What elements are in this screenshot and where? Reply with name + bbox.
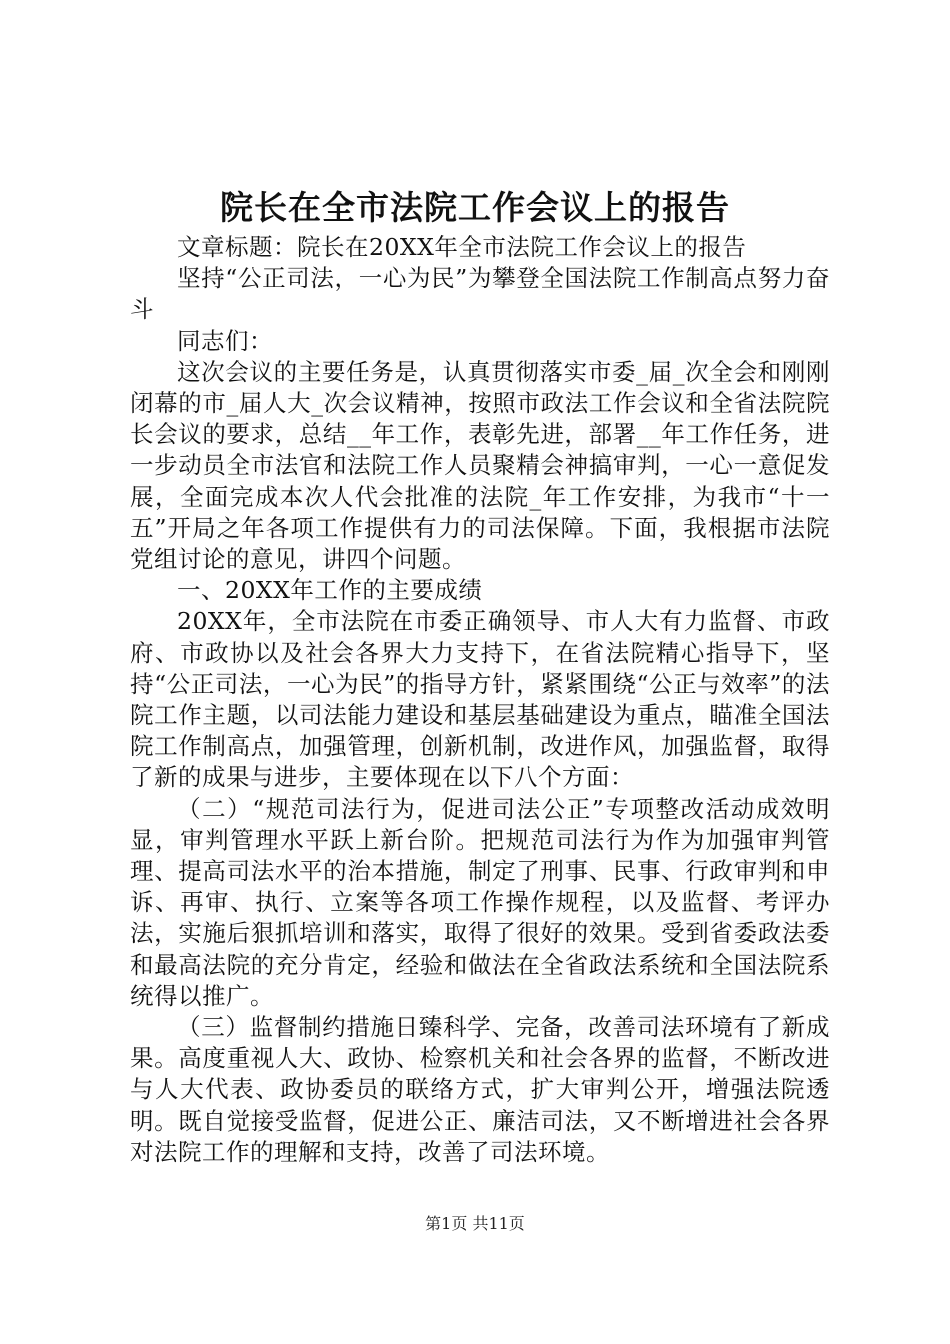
paragraph-item-3: （三）监督制约措施日臻科学、完备，改善司法环境有了新成果。高度重视人大、政协、检察机关和社会各界的监督，不断改进与人大代表、政协委员的联络方式，扩大审判公开，增强法院透明。既自觉接受监督，促进公正、廉洁司法，又不断增进社会各界对法院工作的理解和支持，改善了司法环境。 — [130, 1013, 830, 1166]
paragraph-summary: 20XX年，全市法院在市委正确领导、市人大有力监督、市政府、市政协以及社会各界大力支持下，在省法院精心指导下，坚持“公正司法，一心为民”的指导方针，紧紧围绕“公正与效率”的法院工作主题，以司法能力建设和基层基础建设为重点，瞄准全国法院工作制高点，加强管理，创新机制，改进作风，加强监督，取得了新的成果与进步，主要体现在以下八个方面： — [130, 607, 830, 792]
paragraph-intro: 这次会议的主要任务是，认真贯彻落实市委_届_次全会和刚刚闭幕的市_届人大_次会议精神，按照市政法工作会议和全省法院院长会议的要求，总结__年工作，表彰先进，部署__年工作任务，进一步动员全市法官和法院工作人员聚精会神搞审判，一心一意促发展，全面完成本次人代会批准的法院_年工作安排，为我市“十一五”开局之年各项工作提供有力的司法保障。下面，我根据市法院党组讨论的意见，讲四个问题。 — [130, 357, 830, 574]
document-title: 院长在全市法院工作会议上的报告 — [220, 188, 730, 227]
article-title-line: 文章标题：院长在20XX年全市法院工作会议上的报告 — [177, 233, 747, 261]
section-heading-1: 一、20XX年工作的主要成绩 — [177, 576, 483, 605]
report-subtitle: 坚持“公正司法，一心为民”为攀登全国法院工作制高点努力奋斗 — [130, 264, 830, 324]
page-footer: 第1页 共11页 — [425, 1214, 525, 1233]
document-body — [130, 232, 830, 1168]
salutation: 同志们： — [177, 326, 273, 355]
paragraph-item-2: （二）“规范司法行为，促进司法公正”专项整改活动成效明显，审判管理水平跃上新台阶。把规范司法行为作为加强审判管理、提高司法水平的治本措施，制定了刑事、民事、行政审判和申诉、再审、执行、立案等各项工作操作规程，以及监督、考评办法，实施后狠抓培训和落实，取得了很好的效果。受到省委政法委和最高法院的充分肯定，经验和做法在全省政法系统和全国法院系统得以推广。 — [130, 794, 830, 1010]
